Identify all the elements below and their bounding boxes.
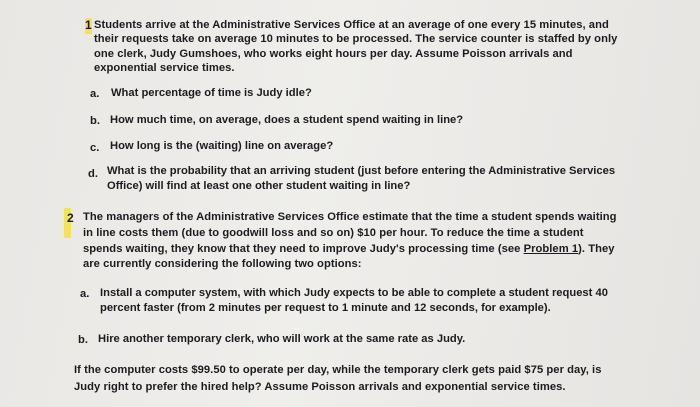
question-d: [107, 164, 687, 194]
text-line: are currently considering the following two options:: [83, 258, 362, 271]
question-b: [110, 113, 670, 128]
text-line: one clerk, Judy Gumshoes, who works eight hours per day. Assume Poisson arrivals and: [94, 47, 573, 60]
text-line: their requests take on average 10 minutes to be processed. The service counter is staffed by only: [94, 33, 618, 46]
text-line: Students arrive at the Administrative Services Office at an average of one every 15 minutes, and: [94, 19, 609, 31]
text-line: Hire another temporary clerk, who will work at the same rate as Judy.: [98, 333, 466, 345]
problem-1-link[interactable]: Problem 1: [523, 242, 579, 255]
text-line: exponential service times.: [94, 62, 235, 75]
question-label: b.: [90, 115, 100, 127]
question-c: [110, 139, 670, 154]
text-line: [83, 242, 693, 258]
question-a: [111, 86, 671, 101]
text-span: spends waiting, they know that they need to improve Judy's processing time (see: [83, 242, 524, 255]
text-line: How long is the (waiting) line on average?: [110, 140, 334, 152]
closing-text: [74, 362, 694, 395]
problem-2-text: [83, 210, 693, 273]
question-label: a.: [90, 88, 100, 100]
option-label: b.: [78, 334, 88, 346]
text-line: If the computer costs $99.50 to operate per day, while the temporary clerk gets paid $75 per day, is: [74, 364, 602, 376]
question-label: c.: [90, 142, 100, 154]
text-line: What is the probability that an arriving student (just before entering the Administrative Services: [107, 165, 616, 177]
text-line: in line costs them (due to goodwill loss and so on) $10 per hour. To reduce the time a student: [83, 226, 584, 239]
problem-number: 2: [67, 211, 74, 225]
option-label: a.: [80, 288, 90, 300]
text-line: Judy right to prefer the hired help? Assume Poisson arrivals and exponential service times.: [74, 380, 566, 393]
option-b: [98, 332, 688, 347]
question-label: d.: [88, 168, 98, 180]
problem-1-text: [94, 18, 694, 76]
text-line: Office) will find at least one other student waiting in line?: [107, 179, 411, 192]
text-line: percent faster (from 2 minutes per request to 1 minute and 12 seconds, for example).: [100, 302, 551, 315]
text-line: Install a computer system, with which Judy expects to be able to complete a student request 40: [100, 287, 608, 299]
text-line: What percentage of time is Judy idle?: [111, 87, 312, 99]
text-line: The managers of the Administrative Services Office estimate that the time a student spends waiting: [83, 211, 617, 223]
text-line: How much time, on average, does a student spend waiting in line?: [110, 114, 464, 126]
problem-number: 1: [85, 18, 92, 32]
text-span: ). They: [578, 242, 615, 255]
option-a: [100, 286, 690, 317]
